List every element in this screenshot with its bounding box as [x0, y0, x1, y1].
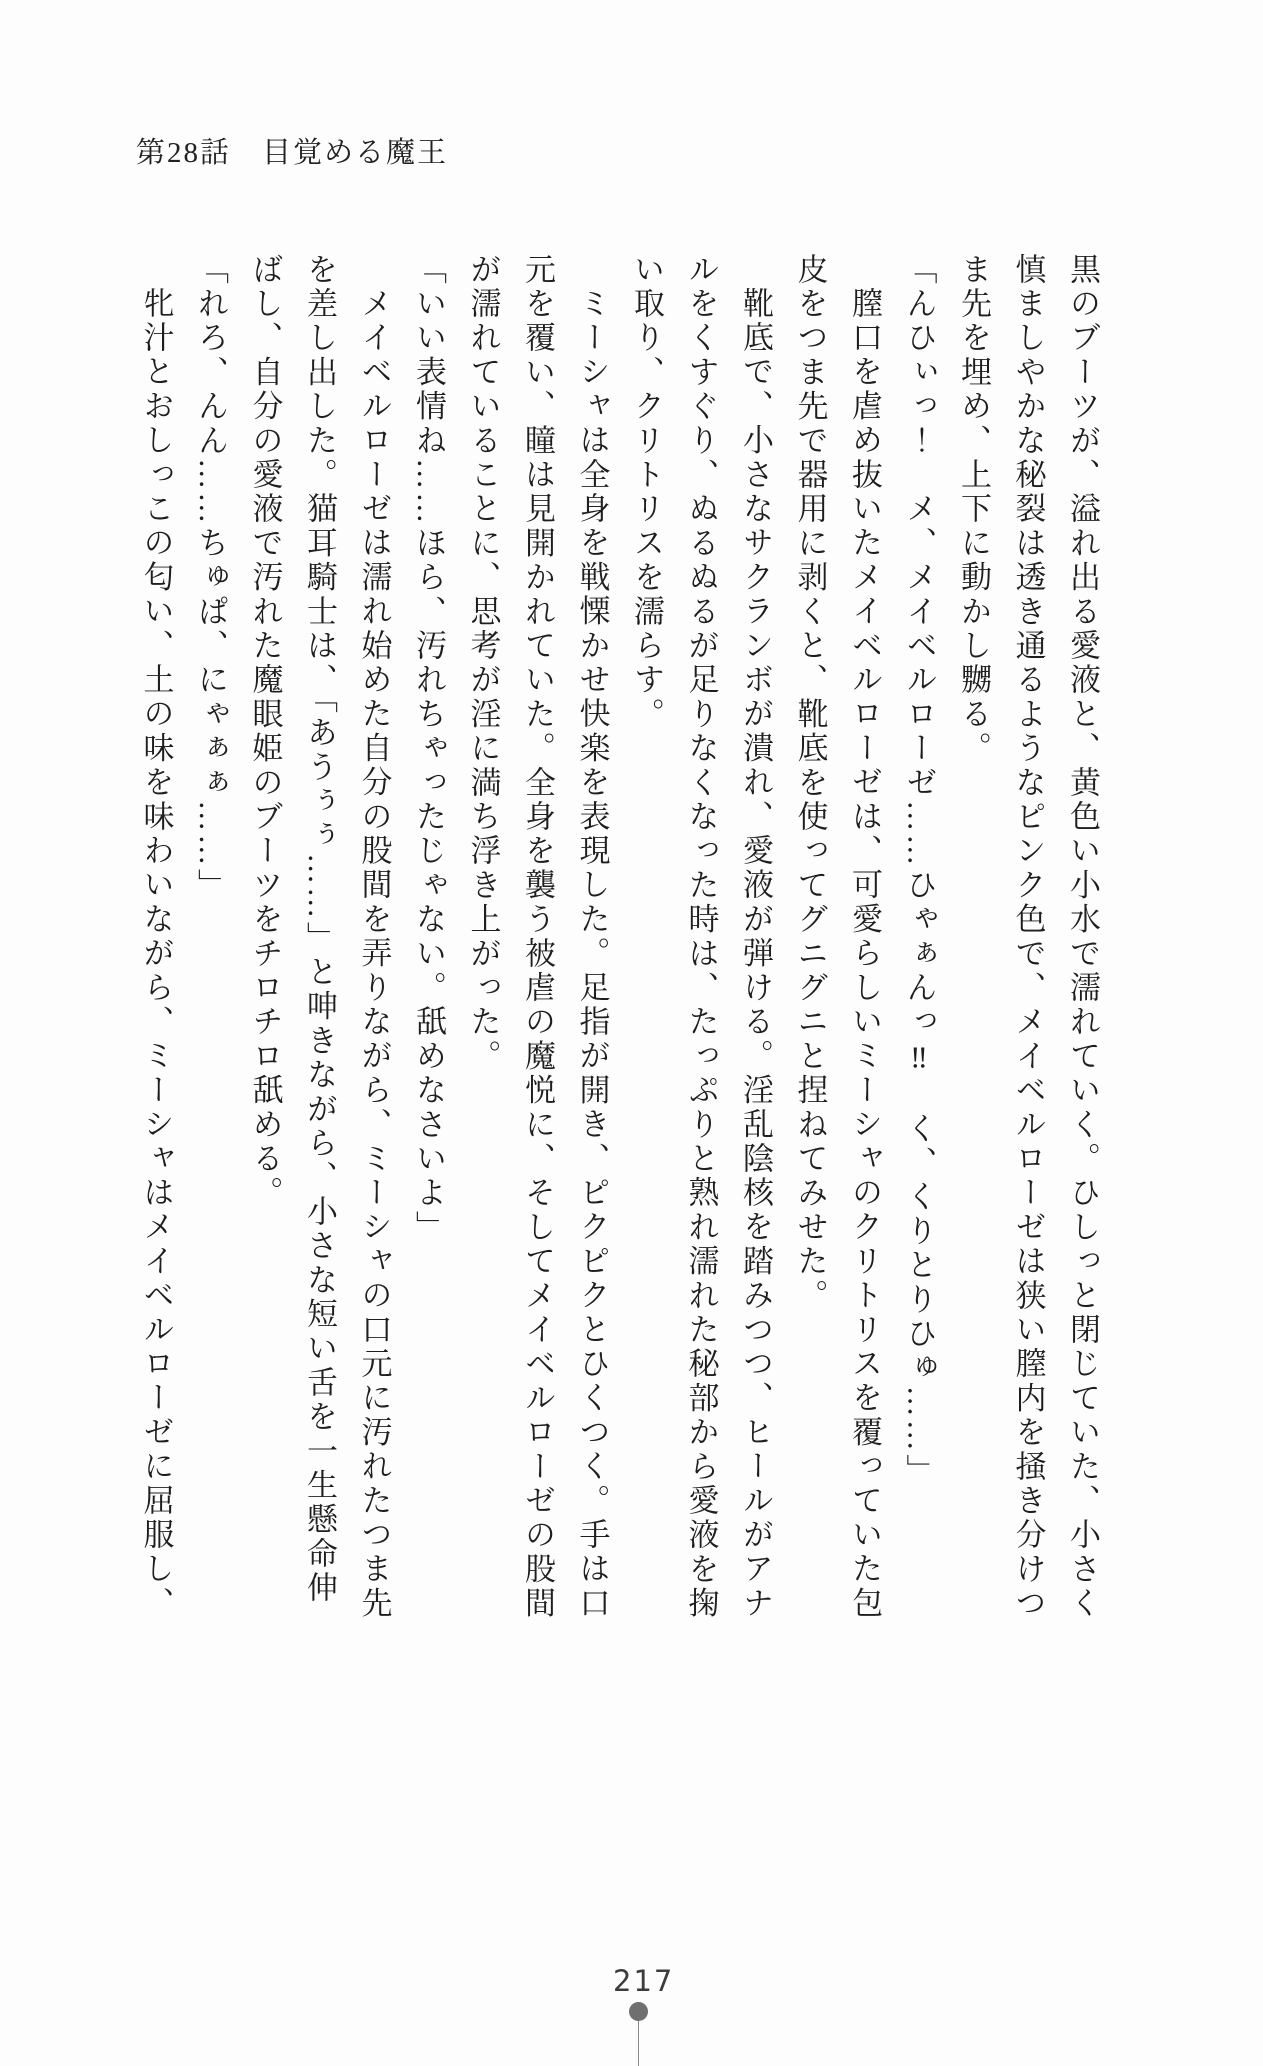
- page-number: 217: [613, 1964, 675, 1998]
- page-marker-dot: [629, 2002, 648, 2021]
- paragraph: 牝汁とおしっこの匂い、土の味を味わいながら、ミーシャはメイベルローゼに屈服し、: [138, 287, 174, 1622]
- paragraph: 膣口を虐め抜いたメイベルローゼは、可愛らしいミーシャのクリトリスを覆っていた包皮をつま先で器用に剥くと、靴底を使ってグニグニと捏ねてみせた。: [792, 253, 882, 1622]
- paragraph-dialogue: 「んひぃっ！ メ、メイベルローゼ……ひゃぁんっ‼ く、くりとりひゅ……」: [901, 253, 937, 1489]
- paragraph-dialogue: 「いい表情ね……ほら、汚れちゃったじゃない。舐めなさいよ」: [411, 253, 446, 1245]
- chapter-header: 第28話 目覚める魔王: [136, 137, 449, 169]
- paragraph: 靴底で、小さなサクランボが潰れ、愛液が弾ける。淫乱陰核を踏みつつ、ヒールがアナルをくすぐり、ぬるぬるが足りなくなった時は、たっぷりと熟れ濡れた秘部から愛液を掬い取り、クリトリスを濡らす。: [629, 253, 773, 1622]
- body-text: [123, 253, 1109, 1625]
- paragraph: メイベルローゼは濡れ始めた自分の股間を弄りながら、ミーシャの口元に汚れたつま先を差し出した。猫耳騎士は、「あうぅぅ……」と呻きながら、小さな短い舌を一生懸命伸ばし、自分の愛液で汚れた魔眼姫のブーツをチロチロ舐める。: [247, 253, 392, 1622]
- paragraph-dialogue: 「れろ、んん……ちゅぱ、にゃぁぁ……」: [193, 253, 228, 903]
- paragraph: ミーシャは全身を戦慄かせ快楽を表現した。足指が開き、ピクピクとひくつく。手は口元を覆い、瞳は見開かれていた。全身を襲う被虐の魔悦に、そしてメイベルローゼの股間が濡れていることに、思考が淫に満ち浮き上がった。: [465, 253, 610, 1622]
- paragraph: 黒のブーツが、溢れ出る愛液と、黄色い小水で濡れていく。ひしっと閉じていた、小さく慎ましやかな秘裂は透き通るようなピンク色で、メイベルローゼは狭い膣内を掻き分けつま先を埋め、上下に動かし嬲る。: [956, 253, 1100, 1621]
